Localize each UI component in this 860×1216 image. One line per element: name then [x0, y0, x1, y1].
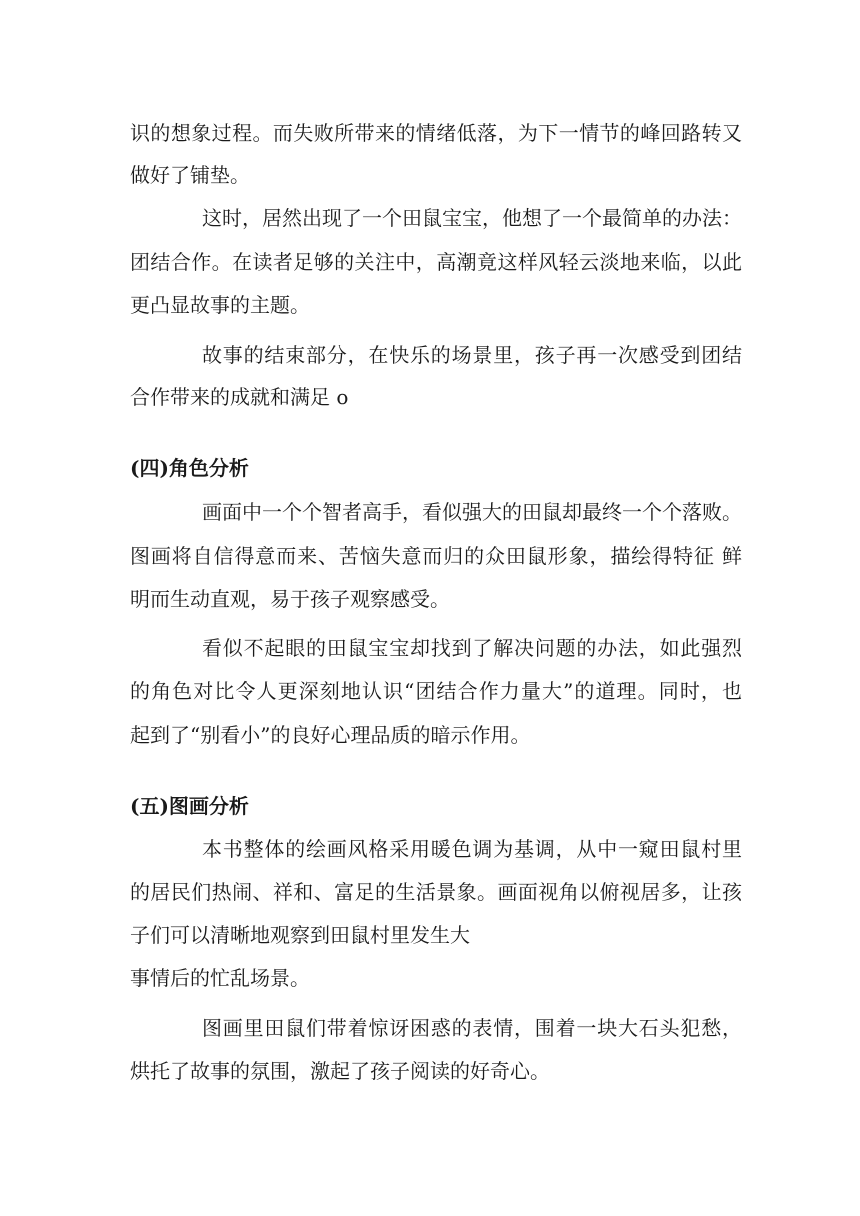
text-line: 画面中一个个智者高手，看似强大的田鼠却最终一个个落败。	[202, 500, 742, 524]
text-line: 看似不起眼的田鼠宝宝却找到了解决问题的办法，如此强烈	[202, 636, 742, 660]
text-line: 的角色对比令人更深刻地认识“团结合作力量大”的道理。同时，也	[130, 679, 742, 703]
text-line: 烘托了故事的氛围，激起了孩子阅读的好奇心。	[130, 1059, 550, 1083]
text-line: 故事的结束部分，在快乐的场景里，孩子再一次感受到团结	[202, 343, 742, 367]
text-line: 做好了铺垫。	[130, 163, 250, 187]
text-line: 的居民们热闹、祥和、富足的生活景象。画面视角以俯视居多，让孩	[130, 880, 742, 904]
text-line: 本书整体的绘画风格采用暖色调为基调，从中一窥田鼠村里	[202, 837, 742, 861]
text-line: 明而生动直观，易于孩子观察感受。	[130, 587, 450, 611]
section-heading-5: (五)图画分析	[130, 794, 249, 818]
text-line: 这时，居然出现了一个田鼠宝宝，他想了一个最简单的办法：	[202, 206, 742, 230]
text-line: 合作带来的成就和满足 o	[130, 385, 349, 409]
text-line: 起到了“别看小”的良好心理品质的暗示作用。	[130, 723, 531, 747]
text-line: 图画里田鼠们带着惊讶困惑的表情，围着一块大石头犯愁，	[202, 1016, 742, 1040]
section-heading-4: (四)角色分析	[130, 456, 249, 480]
text-line: 团结合作。在读者足够的关注中，高潮竟这样风轻云淡地来临，以此	[130, 250, 742, 274]
text-line: 子们可以清晰地观察到田鼠村里发生大	[130, 923, 470, 947]
text-line: 识的想象过程。而失败所带来的情绪低落，为下一情节的峰回路转又	[130, 121, 742, 145]
text-line: 事情后的忙乱场景。	[130, 966, 310, 990]
text-line: 更凸显故事的主题。	[130, 293, 310, 317]
text-line: 图画将自信得意而来、苦恼失意而归的众田鼠形象，描绘得特征 鲜	[130, 544, 742, 568]
